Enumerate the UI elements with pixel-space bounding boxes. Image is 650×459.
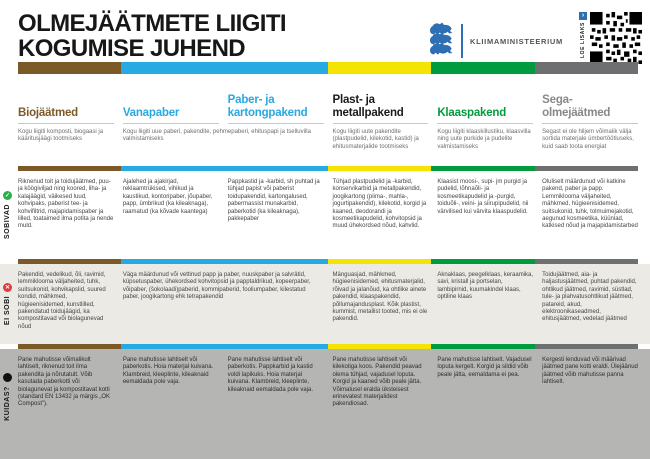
column-description-plastic: Kogu liigiti uute pakendite (plastpudelid, kilekotid, kastid) ja ehitusmaterjalide tootmiseks: [332, 129, 419, 150]
column-header-paber-kartongpakend: Paber- ja kartongpakend: [228, 73, 324, 124]
chevron-right-icon: ›: [579, 12, 587, 20]
kuidas-klaas-cell: Pane mahutisse lahtiselt. Vajadusel loputa kergelt. Korgid ja sildid võib peale jätta, eemaldama ei pea.: [437, 357, 532, 378]
ei-sobi-sega-cell: Toidujäätmed, aia- ja haljastusjäätmed, puhtad pakendid, ohtlikud jäätmed, ravimid, süstlad, tule- ja plahvatusohtlikud jäätmed, patareid, akud, elektroonikaseadmed, ehitusjäätmed, vedelad jäätmed: [542, 272, 637, 323]
kuidas-bio-cell: Pane mahutisse võimalikult lahtiselt, riknenud toit ilma pakendita ja nõrutatult. Võib kasutada paberkotti või biolagunevat ja kompostitavat kotti (standard EN 13432 ja märgis „OK Compost”).: [18, 357, 111, 408]
column-header-segaolmejaatmed: Sega-olmejäätmed: [542, 73, 638, 124]
kuidas-vanapaber-cell: Pane mahutisse lahtiselt või paberkotis. Hoia materjal kuivana. Klambreid, kleeplinte, kileaknaid eemaldada pole vaja.: [122, 357, 214, 386]
poster-header: [0, 0, 650, 62]
column-description-glass: Kogu liigiti klaaskillustiku, klaasvilla ning uute purkide ja pudelite valmistamiseks: [437, 129, 531, 150]
check-icon: ✓: [4, 192, 10, 199]
kuidas-kartong-cell: Pane mahutisse lahtiselt või paberkotis. Pappkarbid ja kastid voldi lapikuks. Hoia materjal kuivana. Klambreid, kleeplinte, kileaknaid eemaldada pole vaja.: [227, 357, 314, 393]
qr-code-icon: [590, 12, 642, 69]
qr-label: LOE LISAKS: [580, 22, 586, 59]
kuidas-plast-cell: Pane mahutisse lahtiselt või kilekotiga koos. Pakendid peavad olema tühjad, vajadusel loputa. Korgid ja kaaned võib peale jätta. Võimalusel eralda üksteisest erinevatest materjalidest pakendiosad.: [332, 357, 422, 408]
column-header-plast-metallpakend: Plast- ja metallpakend: [333, 73, 429, 124]
ei-sobi-paber-cell: Väga määrdunud või vettinud papp ja paber, nuuskpaber ja salvrätid, küpsetuspaber, ühekordsed kohvitopsid ja papptaldrikud, kopeerpaber, võipaber, (šokolaadi)paberid, kommipaberid, fooliumpaber, kilestatud paber, joogikartong ehk tetrapakendid: [122, 272, 311, 301]
sobivad-vanapaber-cell: Ajalehed ja ajakirjad, reklaamtrükised, vihikud ja kaustikud, kontoripaber, jõupaber, papp, ümbrikud (ka kileaknaga), raamatud (ka kõvade kaantega): [122, 179, 213, 215]
logo-divider: [461, 24, 463, 58]
ei-sobi-row: [0, 264, 650, 344]
column-header-row: [0, 74, 650, 166]
sobivad-sega-cell: Oluliselt määrdunud või katkine pakend, paber ja papp. Lemmiklooma väljaheited, mähkmed, hügieenisidemed, suitsukonid, tuhk, tolmuimejakotid, aegunud kosmeetika, küünlad, katkised nõud ja majapidamistarbed: [542, 179, 638, 230]
qr-caption: [579, 12, 587, 58]
column-description-paper: Kogu liigiti uue paberi, pakendite, pehmepaberi, ehituspapi ja tselluvilla valmistamiseks: [122, 129, 311, 143]
black-dot-icon: [3, 373, 12, 382]
kuidas-sega-cell: Kergesti lenduvad või määrivad jäätmed pane kotti eraldi. Ülejäänud jäätmed võib mahutisse panna lahtiselt.: [542, 357, 638, 386]
column-description-bio: Kogu liigiti komposti, biogaasi ja kääritusjäägi tootmiseks: [18, 129, 104, 143]
sobivad-kartong-cell: Pappkastid ja -karbid, sh puhtad ja tühjad papist või paberist toidupakendid, kartongalused, pabermassist munakarbid, paberkotid (ka kileaknaga), pakkepaber: [227, 179, 320, 223]
column-header-klaaspakend: Klaaspakend: [437, 73, 533, 124]
sobivad-bio-cell: Riknenud toit ja toidujäätmed, puu- ja köögiviljad ning koored, liha- ja kalajäägid, väikesed luud, kohvipaks, paberist tee- ja kohvifiltrid, majapidamispaber ja lilled, toataimed ilma potita ja nende muld.: [18, 179, 114, 230]
kuidas-row-label: KUIDAS?: [1, 359, 13, 435]
page-title: [18, 12, 286, 62]
cross-icon: ✕: [4, 284, 10, 291]
kuidas-row: [0, 349, 650, 459]
ei-sobi-klaas-cell: Aknaklaas, peegelklaas, keraamika, savi, kristall ja portselan, lambipirnid, kuumakindel klaas, optiline klaas: [437, 272, 534, 301]
sobivad-klaas-cell: Klaasist moosi-, supi- jm purgid ja pudelid, lõhnaõli- ja kosmeetikapudelid ja -purgid, toiduõli-, veini- ja siirupipudelid, nii värvilised kui värvita klaaspudelid.: [437, 179, 529, 215]
brand-area: [428, 10, 642, 69]
ei-sobi-plast-cell: Mänguasjad, mähkmed, hügieenisidemed, ehitusmaterjalid, rõivad ja jalanõud, ka ohtlike ainete pakendid, klaaspakendid, põllumajandusplast. Kõik plastist, kummist, metallist tooted, mis ei ole pakendid.: [332, 272, 428, 323]
ei-sobi-row-label: EI SOBI ✕: [3, 284, 11, 326]
column-header-biojaatmed: Biojäätmed: [18, 73, 114, 124]
ministry-name: KLIIMAMINISTEERIUM: [469, 36, 563, 46]
title-line-1: OLMEJÄÄTMETE LIIGITI: [18, 10, 286, 37]
sobivad-plast-cell: Tühjad plastpudelid ja -karbid, konservikarbid ja metallpakendid, joogikartong (piima-, mahla-, jogurtipakendid), kilekotid, korgid ja kaaned, deodorandi ja kosmeetikapudelid, kohvitopsid ja muud ühekordsed nõud, kahvlid.: [332, 179, 427, 230]
qr-block: [579, 12, 642, 69]
title-line-2: KOGUMISE JUHEND: [18, 34, 246, 62]
estonia-lions-icon: [428, 22, 454, 60]
column-description-mixed: Segast ei ole hiljem võimalik välja sortida materjale ümbertöötluseks, kuid saab toota energiat: [542, 129, 634, 150]
ministry-logo: [428, 22, 563, 60]
column-header-vanapaber: Vanapaber: [123, 73, 219, 124]
sobivad-row: [0, 171, 650, 259]
sobivad-row-label: SOBIVAD ✓: [3, 192, 11, 239]
ei-sobi-bio-cell: Pakendid, vedelikud, õli, ravimid, lemmiklooma väljaheited, tuhk, suitsukonid, kohvikapslid, suured kondid, mähkmed, hügieenisidemed, kunstlilled, pakendatud toidujäägid, ka kompostitavad või biolagunevad nõud: [18, 272, 106, 330]
